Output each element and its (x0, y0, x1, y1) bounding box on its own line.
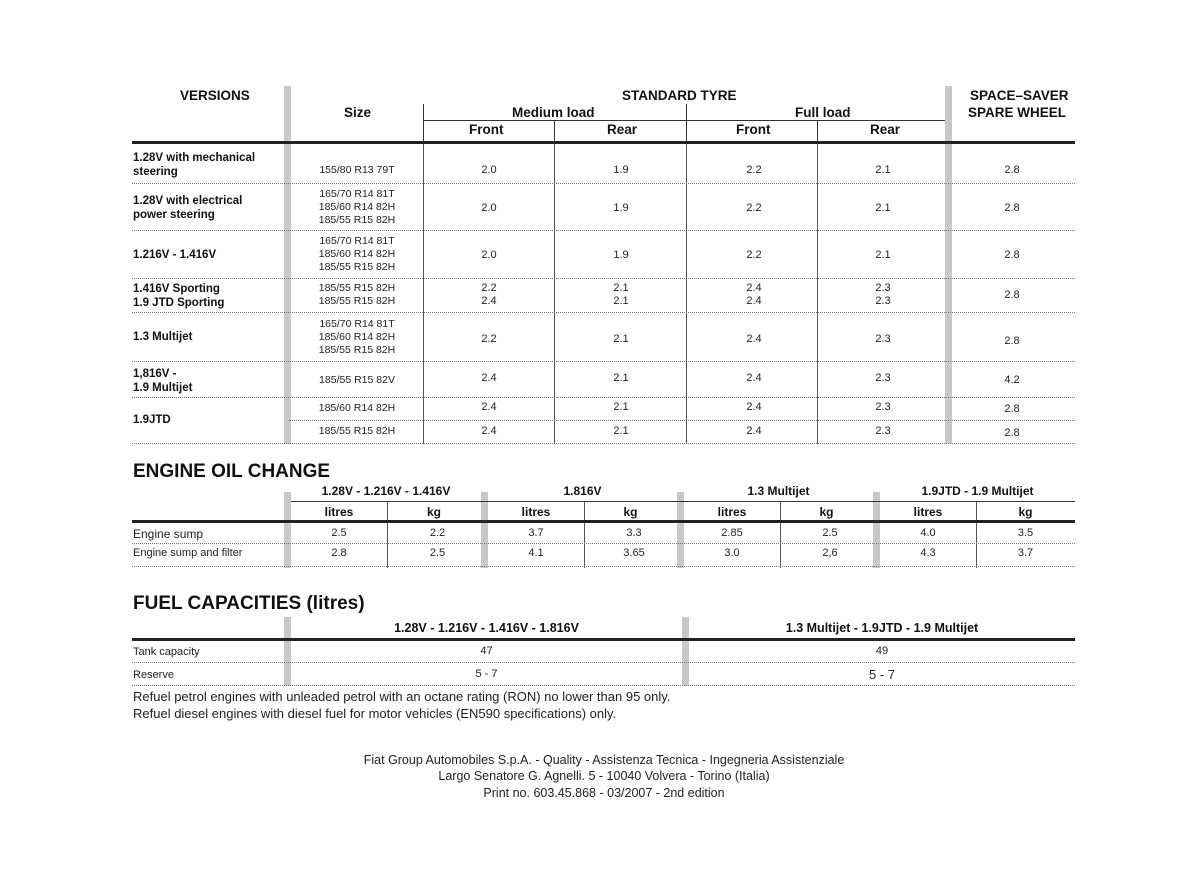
body-vline-2 (554, 144, 555, 444)
medium-rear-value: 1.9 (613, 202, 629, 214)
fuel-row-divider (132, 685, 1075, 686)
fuel-row-label: Reserve (133, 669, 174, 681)
tyre-header-rule (132, 141, 1075, 144)
oil-group-header: 1.9JTD - 1.9 Multijet (921, 484, 1034, 498)
tyre-size: 185/55 R15 82V (319, 374, 395, 386)
body-vline-3 (686, 144, 687, 444)
medium-front-header: Front (469, 122, 504, 137)
footer-line-1: Fiat Group Automobiles S.p.A. - Quality - Assistenza Tecnica - Ingegneria Assistenziale (363, 753, 845, 767)
oil-value: 3.7 (528, 527, 544, 539)
row-divider (132, 443, 1075, 444)
full-load-header: Full load (795, 105, 851, 120)
fuel-col-header: 1.3 Multijet - 1.9JTD - 1.9 Multijet (785, 621, 979, 635)
full-front-value: 2.4 (746, 372, 762, 384)
fuel-col-header: 1.28V - 1.216V - 1.416V - 1.816V (394, 621, 579, 635)
sub-row-divider (289, 420, 1075, 421)
fuel-title: FUEL CAPACITIES (litres) (133, 593, 365, 614)
medium-front-value: 2.4 (481, 401, 497, 413)
spare-header-line1: SPACE–SAVER (970, 88, 1069, 103)
oil-value: 3.5 (1017, 527, 1034, 539)
oil-value: 2,6 (822, 547, 838, 559)
fuel-note-diesel: Refuel diesel engines with diesel fuel for motor vehicles (EN590 specifications) only. (133, 706, 617, 721)
tyre-size: 165/70 R14 81T 185/60 R14 82H 185/55 R15 82H (318, 188, 396, 226)
full-front-value-2: 2.4 (746, 425, 762, 437)
tyre-size-2: 185/55 R15 82H (318, 425, 396, 437)
full-front-value: 2.4 (746, 333, 762, 345)
oil-unit-header: kg (426, 505, 441, 519)
oil-row-label: Engine sump (133, 527, 204, 541)
full-rear-value-2: 2.3 (875, 295, 891, 307)
oil-unit-header: kg (819, 505, 834, 519)
body-vline-1 (423, 144, 424, 444)
row-divider (132, 361, 1075, 362)
full-rear-value: 2.1 (875, 202, 891, 214)
version-label: 1.9JTD (133, 414, 171, 426)
spare-value: 4.2 (1004, 374, 1020, 386)
full-rear-value-2: 2.3 (875, 425, 891, 437)
spare-value: 2.8 (1004, 335, 1020, 347)
oil-value: 2.85 (721, 527, 743, 539)
full-rear-value: 2.1 (875, 249, 891, 261)
full-front-header: Front (736, 122, 771, 137)
full-rear-value: 2.3 (875, 282, 891, 294)
fuel-separator (682, 617, 689, 686)
medium-front-value: 2.2 (481, 282, 497, 294)
oil-group-header: 1.3 Multijet (747, 484, 810, 498)
row-divider (132, 278, 1075, 279)
spare-value: 2.8 (1004, 164, 1020, 176)
spare-value-2: 2.8 (1004, 427, 1020, 439)
oil-unit-header: litres (521, 505, 551, 519)
medium-front-value: 2.2 (481, 333, 497, 345)
oil-value: 3.65 (623, 547, 645, 559)
oil-value: 3.7 (1017, 547, 1034, 559)
engine-oil-title: ENGINE OIL CHANGE (133, 461, 331, 482)
oil-separator (284, 492, 291, 568)
oil-value: 3.3 (626, 527, 642, 539)
medium-front-value: 2.4 (481, 372, 497, 384)
medium-rear-value: 2.1 (613, 372, 629, 384)
medium-rear-value-2: 2.1 (613, 425, 629, 437)
medium-rear-value: 2.1 (613, 333, 629, 345)
full-front-value: 2.4 (746, 282, 762, 294)
oil-header-line (291, 501, 1075, 502)
row-divider (132, 230, 1075, 231)
version-label: 1.28V with electrical power steering (133, 195, 243, 221)
full-rear-value: 2.1 (875, 164, 891, 176)
oil-row-divider (132, 543, 1075, 544)
tyre-separator-left (284, 86, 291, 444)
full-rear-value: 2.3 (875, 372, 891, 384)
tyre-size: 185/55 R15 82H 185/55 R15 82H (318, 282, 396, 307)
oil-unit-header: kg (623, 505, 638, 519)
footer-line-3: Print no. 603.45.868 - 03/2007 - 2nd edition (483, 786, 725, 800)
oil-row-divider (132, 566, 1075, 567)
spare-value: 2.8 (1004, 202, 1020, 214)
fuel-separator (284, 617, 291, 686)
oil-group-header: 1.28V - 1.216V - 1.416V (321, 484, 451, 498)
versions-header: VERSIONS (180, 88, 250, 103)
spare-value: 2.8 (1004, 289, 1020, 301)
fuel-value: 47 (480, 645, 493, 657)
tyre-size: 185/60 R14 82H (318, 402, 396, 414)
fuel-header-rule (132, 638, 1075, 641)
medium-front-value: 2.0 (481, 202, 497, 214)
header-vline-mid (686, 104, 687, 144)
medium-rear-value: 2.1 (613, 401, 629, 413)
oil-value: 2.5 (331, 527, 347, 539)
oil-header-rule (132, 520, 1075, 523)
medium-rear-value: 2.1 (613, 282, 629, 294)
medium-rear-value: 1.9 (613, 249, 629, 261)
fuel-value: 49 (875, 645, 889, 657)
oil-value: 2.5 (429, 547, 446, 559)
oil-value: 4.1 (528, 547, 544, 559)
oil-unit-header: kg (1018, 505, 1033, 519)
medium-front-value: 2.0 (481, 164, 497, 176)
header-vline-size (423, 104, 424, 144)
fuel-value: 5 - 7 (868, 667, 895, 682)
spare-header-line2: SPARE WHEEL (968, 105, 1067, 120)
oil-value: 2.8 (331, 547, 347, 559)
full-front-value: 2.2 (746, 164, 762, 176)
tyre-size: 155/80 R13 79T (319, 164, 395, 176)
footer-line-2: Largo Senatore G. Agnelli. 5 - 10040 Volvera - Torino (Italia) (438, 769, 770, 783)
oil-value: 3.0 (724, 547, 740, 559)
version-label: 1.3 Multijet (133, 331, 193, 343)
fuel-row-divider (132, 662, 1075, 663)
version-label: 1,816V - 1.9 Multijet (133, 368, 193, 394)
full-front-value: 2.4 (746, 401, 762, 413)
full-rear-value: 2.3 (875, 401, 891, 413)
oil-value: 2.5 (822, 527, 838, 539)
medium-rear-value-2: 2.1 (613, 295, 629, 307)
oil-row-label: Engine sump and filter (133, 547, 243, 559)
header-subline (423, 120, 945, 121)
full-front-value: 2.2 (746, 202, 762, 214)
oil-value: 4.3 (920, 547, 936, 559)
fuel-row-label: Tank capacity (133, 646, 200, 658)
tyre-size: 165/70 R14 81T 185/60 R14 82H 185/55 R15 82H (318, 235, 396, 273)
spare-value: 2.8 (1004, 249, 1020, 261)
oil-group-header: 1.816V (563, 484, 602, 498)
medium-rear-value: 1.9 (613, 164, 629, 176)
medium-front-value-2: 2.4 (481, 295, 497, 307)
version-label: 1.216V - 1.416V (133, 249, 217, 261)
size-header: Size (344, 105, 372, 120)
body-vline-4 (817, 144, 818, 444)
spare-value: 2.8 (1004, 403, 1020, 415)
full-front-value-2: 2.4 (746, 295, 762, 307)
full-rear-header: Rear (870, 122, 901, 137)
full-front-value: 2.2 (746, 249, 762, 261)
row-divider (132, 312, 1075, 313)
fuel-note-petrol: Refuel petrol engines with unleaded petrol with an octane rating (RON) no lower than 95 only. (133, 689, 671, 704)
fuel-value: 5 - 7 (475, 668, 498, 680)
medium-front-value: 2.0 (481, 249, 497, 261)
version-label: 1.416V Sporting 1.9 JTD Sporting (133, 283, 225, 309)
oil-unit-header: litres (717, 505, 747, 519)
row-divider (132, 397, 1075, 398)
standard-tyre-header: STANDARD TYRE (622, 88, 737, 103)
tyre-size: 165/70 R14 81T 185/60 R14 82H 185/55 R15 82H (318, 318, 396, 356)
tyre-separator-right (945, 86, 952, 444)
medium-rear-header: Rear (607, 122, 638, 137)
oil-value: 2.2 (429, 527, 446, 539)
full-rear-value: 2.3 (875, 333, 891, 345)
version-label: 1.28V with mechanical steering (133, 152, 256, 178)
oil-unit-header: litres (324, 505, 354, 519)
oil-value: 4.0 (920, 527, 936, 539)
oil-unit-header: litres (913, 505, 943, 519)
medium-load-header: Medium load (512, 105, 595, 120)
medium-front-value-2: 2.4 (481, 425, 497, 437)
row-divider (132, 183, 1075, 184)
